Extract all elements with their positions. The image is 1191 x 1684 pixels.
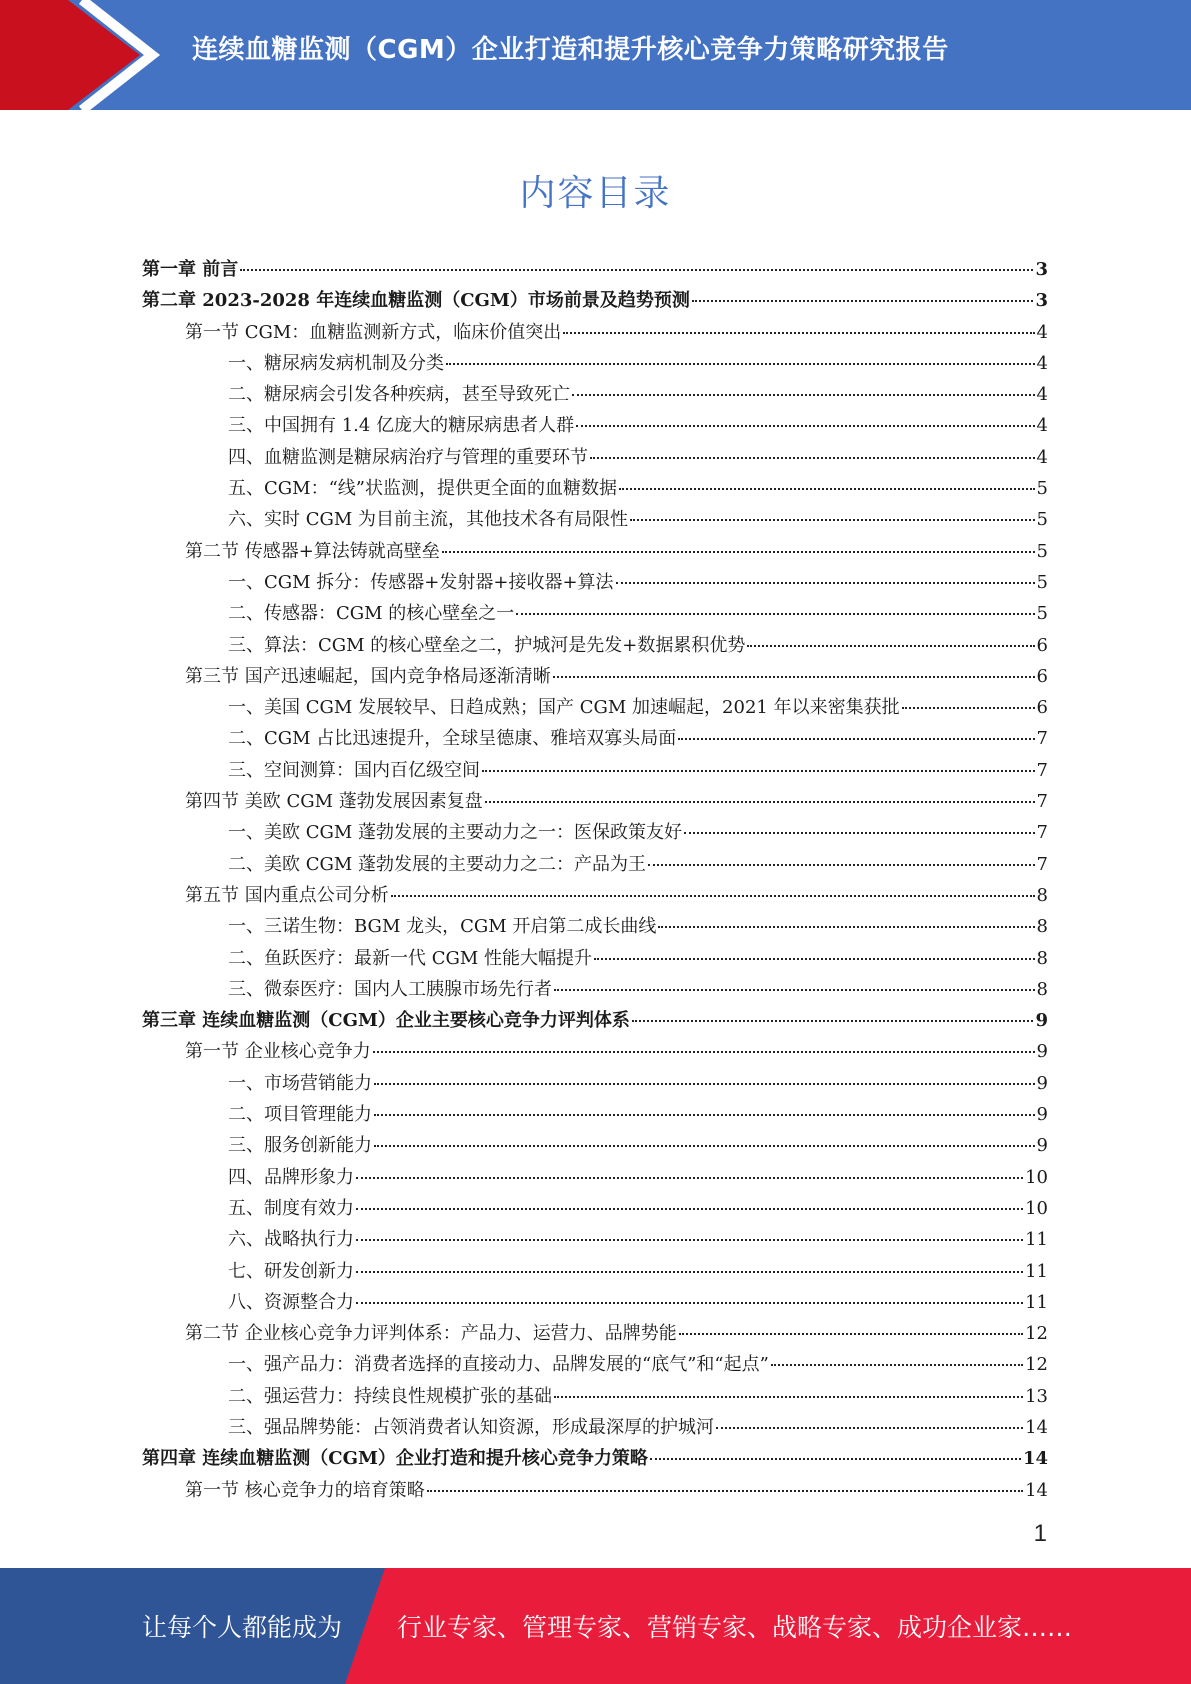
toc-entry-page: 6 <box>1036 665 1048 687</box>
toc-entry[interactable] <box>142 849 1048 880</box>
toc-entry-page: 9 <box>1036 1135 1048 1157</box>
toc-dot-leader <box>576 425 1034 427</box>
toc-entry[interactable] <box>142 379 1048 410</box>
toc-entry-label: 第二节 传感器+算法铸就高壁垒 <box>185 540 440 562</box>
toc-dot-leader <box>594 958 1035 960</box>
toc-entry-label: 七、研发创新力 <box>228 1260 354 1282</box>
toc-entry[interactable] <box>142 504 1048 535</box>
toc-entry[interactable] <box>142 536 1048 567</box>
toc-entry-label: 三、算法：CGM 的核心壁垒之二，护城河是先发+数据累积优势 <box>228 634 746 656</box>
toc-dot-leader <box>516 613 1034 615</box>
toc-entry-page: 7 <box>1036 822 1048 844</box>
toc-entry[interactable] <box>142 1130 1048 1161</box>
toc-entry[interactable] <box>142 473 1048 504</box>
toc-entry[interactable] <box>142 1193 1048 1224</box>
toc-entry[interactable] <box>142 1224 1048 1255</box>
toc-entry-page: 3 <box>1035 290 1048 312</box>
toc-entry-page: 14 <box>1022 1448 1048 1470</box>
toc-dot-leader <box>356 1208 1023 1210</box>
toc-dot-leader <box>747 645 1034 647</box>
toc-entry-label: 一、市场营销能力 <box>228 1072 372 1094</box>
toc-entry-label: 一、美国 CGM 发展较早、日趋成熟；国产 CGM 加速崛起，2021 年以来密集获批 <box>228 697 900 719</box>
toc-entry[interactable] <box>142 598 1048 629</box>
toc-entry-page: 14 <box>1025 1416 1048 1438</box>
toc-entry[interactable] <box>142 1162 1048 1193</box>
toc-dot-leader <box>590 457 1035 459</box>
toc-entry[interactable] <box>142 817 1048 848</box>
toc-dot-leader <box>485 801 1035 803</box>
toc-dot-leader <box>616 582 1035 584</box>
toc-entry-page: 4 <box>1036 352 1048 374</box>
toc-dot-leader <box>373 1051 1035 1053</box>
footer-slogan-left: 让每个人都能成为 <box>142 1613 343 1642</box>
toc-dot-leader <box>554 989 1035 991</box>
toc-entry-label: 一、美欧 CGM 蓬勃发展的主要动力之一：医保政策友好 <box>228 822 683 844</box>
toc-entry-label: 三、微泰医疗：国内人工胰腺市场先行者 <box>228 978 552 1000</box>
toc-entry-page: 10 <box>1025 1197 1048 1219</box>
toc-dot-leader <box>554 1396 1023 1398</box>
toc-entry-page: 5 <box>1036 509 1048 531</box>
toc-dot-leader <box>650 1458 1021 1460</box>
toc-entry-page: 7 <box>1036 728 1048 750</box>
toc-entry[interactable] <box>142 1412 1048 1443</box>
toc-entry[interactable] <box>142 974 1048 1005</box>
toc-entry[interactable] <box>142 254 1048 285</box>
toc-entry-label: 第三节 国产迅速崛起，国内竞争格局逐渐清晰 <box>185 665 551 687</box>
toc-entry-label: 六、实时 CGM 为目前主流，其他技术各有局限性 <box>228 509 629 531</box>
toc-dot-leader <box>771 1364 1023 1366</box>
header-banner <box>0 0 1191 110</box>
toc-dot-leader <box>902 707 1035 709</box>
toc-dot-leader <box>374 1083 1035 1085</box>
toc-entry[interactable] <box>142 1287 1048 1318</box>
toc-entry-label: 八、资源整合力 <box>228 1291 354 1313</box>
toc-entry[interactable] <box>142 911 1048 942</box>
footer-banner <box>0 1568 1191 1684</box>
report-title: 连续血糖监测（CGM）企业打造和提升核心竞争力策略研究报告 <box>192 35 949 65</box>
toc-entry-label: 二、传感器：CGM 的核心壁垒之一 <box>228 603 515 625</box>
toc-entry[interactable] <box>142 348 1048 379</box>
table-of-contents <box>142 254 1048 1506</box>
toc-entry-label: 三、服务创新能力 <box>228 1135 372 1157</box>
toc-dot-leader <box>563 332 1034 334</box>
toc-entry-label: 四、品牌形象力 <box>228 1166 354 1188</box>
toc-entry-label: 一、强产品力：消费者选择的直接动力、品牌发展的“底气”和“起点” <box>228 1354 769 1376</box>
toc-entry-label: 二、糖尿病会引发各种疾病，甚至导致死亡 <box>228 384 570 406</box>
toc-entry-page: 5 <box>1036 478 1048 500</box>
toc-entry-page: 9 <box>1036 1041 1048 1063</box>
toc-entry-page: 7 <box>1036 759 1048 781</box>
toc-entry[interactable] <box>142 755 1048 786</box>
toc-dot-leader <box>572 394 1035 396</box>
toc-entry[interactable] <box>142 880 1048 911</box>
toc-dot-leader <box>240 269 1033 271</box>
toc-entry-page: 5 <box>1036 603 1048 625</box>
toc-dot-leader <box>630 519 1035 521</box>
toc-entry-label: 一、三诺生物：BGM 龙头，CGM 开启第二成长曲线 <box>228 916 657 938</box>
toc-entry-page: 4 <box>1036 446 1048 468</box>
toc-dot-leader <box>648 864 1035 866</box>
toc-dot-leader <box>619 488 1035 490</box>
toc-dot-leader <box>356 1302 1023 1304</box>
toc-entry-page: 9 <box>1036 1072 1048 1094</box>
toc-entry[interactable] <box>142 1005 1048 1036</box>
toc-entry-label: 一、糖尿病发病机制及分类 <box>228 352 444 374</box>
toc-entry-page: 14 <box>1025 1479 1048 1501</box>
toc-dot-leader <box>442 551 1035 553</box>
toc-entry[interactable] <box>142 1381 1048 1412</box>
toc-entry-page: 8 <box>1036 978 1048 1000</box>
toc-dot-leader <box>356 1271 1023 1273</box>
toc-entry-label: 三、中国拥有 1.4 亿庞大的糖尿病患者人群 <box>228 415 575 437</box>
toc-entry-label: 四、血糖监测是糖尿病治疗与管理的重要环节 <box>228 446 588 468</box>
toc-dot-leader <box>684 832 1035 834</box>
toc-heading: 内容目录 <box>519 173 672 214</box>
toc-entry[interactable] <box>142 723 1048 754</box>
toc-entry-label: 第四章 连续血糖监测（CGM）企业打造和提升核心竞争力策略 <box>142 1448 648 1470</box>
toc-entry-label: 五、CGM：“线”状监测，提供更全面的血糖数据 <box>228 478 617 500</box>
toc-entry-page: 9 <box>1036 1104 1048 1126</box>
toc-entry-page: 11 <box>1025 1260 1048 1282</box>
toc-entry-page: 4 <box>1036 384 1048 406</box>
toc-entry-label: 第一节 企业核心竞争力 <box>185 1041 371 1063</box>
toc-dot-leader <box>658 926 1034 928</box>
toc-dot-leader <box>427 1490 1023 1492</box>
toc-entry[interactable] <box>142 1318 1048 1349</box>
toc-dot-leader <box>374 1145 1035 1147</box>
toc-entry-label: 第五节 国内重点公司分析 <box>185 884 389 906</box>
toc-entry[interactable] <box>142 1443 1048 1474</box>
toc-dot-leader <box>553 676 1035 678</box>
toc-entry-page: 3 <box>1035 259 1048 280</box>
toc-entry-page: 10 <box>1025 1166 1048 1188</box>
toc-entry-page: 4 <box>1036 415 1048 437</box>
toc-dot-leader <box>391 895 1035 897</box>
toc-entry[interactable] <box>142 1099 1048 1130</box>
toc-dot-leader <box>716 1427 1023 1429</box>
footer-slogan-right: 行业专家、管理专家、营销专家、战略专家、成功企业家…… <box>397 1613 1073 1642</box>
toc-entry-label: 第一节 核心竞争力的培育策略 <box>185 1479 425 1501</box>
toc-entry-label: 第二章 2023-2028 年连续血糖监测（CGM）市场前景及趋势预测 <box>142 290 690 312</box>
toc-entry-label: 二、鱼跃医疗：最新一代 CGM 性能大幅提升 <box>228 947 593 969</box>
toc-entry[interactable] <box>142 1256 1048 1287</box>
toc-entry-page: 13 <box>1025 1385 1048 1407</box>
toc-entry-page: 11 <box>1025 1229 1048 1251</box>
toc-dot-leader <box>679 1333 1023 1335</box>
toc-entry-page: 5 <box>1036 571 1048 593</box>
toc-entry-label: 第一节 CGM：血糖监测新方式，临床价值突出 <box>185 321 562 343</box>
toc-entry-label: 第二节 企业核心竞争力评判体系：产品力、运营力、品牌势能 <box>185 1323 677 1345</box>
toc-entry-page: 8 <box>1036 947 1048 969</box>
toc-entry-label: 第三章 连续血糖监测（CGM）企业主要核心竞争力评判体系 <box>142 1010 630 1032</box>
toc-entry[interactable] <box>142 567 1048 598</box>
toc-entry[interactable] <box>142 786 1048 817</box>
toc-dot-leader <box>482 770 1035 772</box>
toc-entry[interactable] <box>142 1036 1048 1067</box>
toc-dot-leader <box>356 1177 1023 1179</box>
toc-entry-page: 4 <box>1036 321 1048 343</box>
toc-entry-page: 12 <box>1025 1323 1048 1345</box>
toc-entry-page: 8 <box>1036 884 1048 906</box>
toc-entry-label: 六、战略执行力 <box>228 1229 354 1251</box>
toc-dot-leader <box>692 300 1034 302</box>
toc-entry[interactable] <box>142 285 1048 316</box>
toc-entry-page: 9 <box>1035 1010 1048 1032</box>
toc-entry-page: 11 <box>1025 1291 1048 1313</box>
toc-entry-label: 一、CGM 拆分：传感器+发射器+接收器+算法 <box>228 571 614 593</box>
toc-dot-leader <box>678 738 1034 740</box>
toc-dot-leader <box>446 363 1035 365</box>
toc-entry-label: 第四节 美欧 CGM 蓬勃发展因素复盘 <box>185 791 483 813</box>
toc-entry[interactable] <box>142 1349 1048 1380</box>
toc-entry-page: 6 <box>1036 634 1048 656</box>
toc-entry-label: 二、CGM 占比迅速提升，全球呈德康、雅培双寡头局面 <box>228 728 677 750</box>
toc-entry-label: 二、美欧 CGM 蓬勃发展的主要动力之二：产品为王 <box>228 853 647 875</box>
toc-entry-page: 7 <box>1036 853 1048 875</box>
toc-entry-page: 12 <box>1025 1354 1048 1376</box>
toc-entry-label: 二、强运营力：持续良性规模扩张的基础 <box>228 1385 552 1407</box>
toc-entry[interactable] <box>142 410 1048 441</box>
toc-entry[interactable] <box>142 442 1048 473</box>
toc-entry[interactable] <box>142 692 1048 723</box>
toc-entry-label: 五、制度有效力 <box>228 1197 354 1219</box>
toc-entry-label: 三、空间测算：国内百亿级空间 <box>228 759 480 781</box>
toc-entry[interactable] <box>142 317 1048 348</box>
toc-entry-page: 6 <box>1036 697 1048 719</box>
toc-entry-page: 5 <box>1036 540 1048 562</box>
toc-entry[interactable] <box>142 1068 1048 1099</box>
toc-entry[interactable] <box>142 1475 1048 1506</box>
toc-dot-leader <box>356 1239 1023 1241</box>
toc-entry-label: 第一章 前言 <box>142 259 239 280</box>
toc-entry[interactable] <box>142 630 1048 661</box>
toc-entry-label: 三、强品牌势能：占领消费者认知资源，形成最深厚的护城河 <box>228 1416 714 1438</box>
toc-dot-leader <box>374 1114 1035 1116</box>
page-number: 1 <box>1033 1520 1047 1547</box>
toc-entry-label: 二、项目管理能力 <box>228 1104 372 1126</box>
toc-entry-page: 8 <box>1036 916 1048 938</box>
toc-entry[interactable] <box>142 943 1048 974</box>
toc-entry-page: 7 <box>1036 791 1048 813</box>
toc-dot-leader <box>632 1020 1034 1022</box>
toc-entry[interactable] <box>142 661 1048 692</box>
